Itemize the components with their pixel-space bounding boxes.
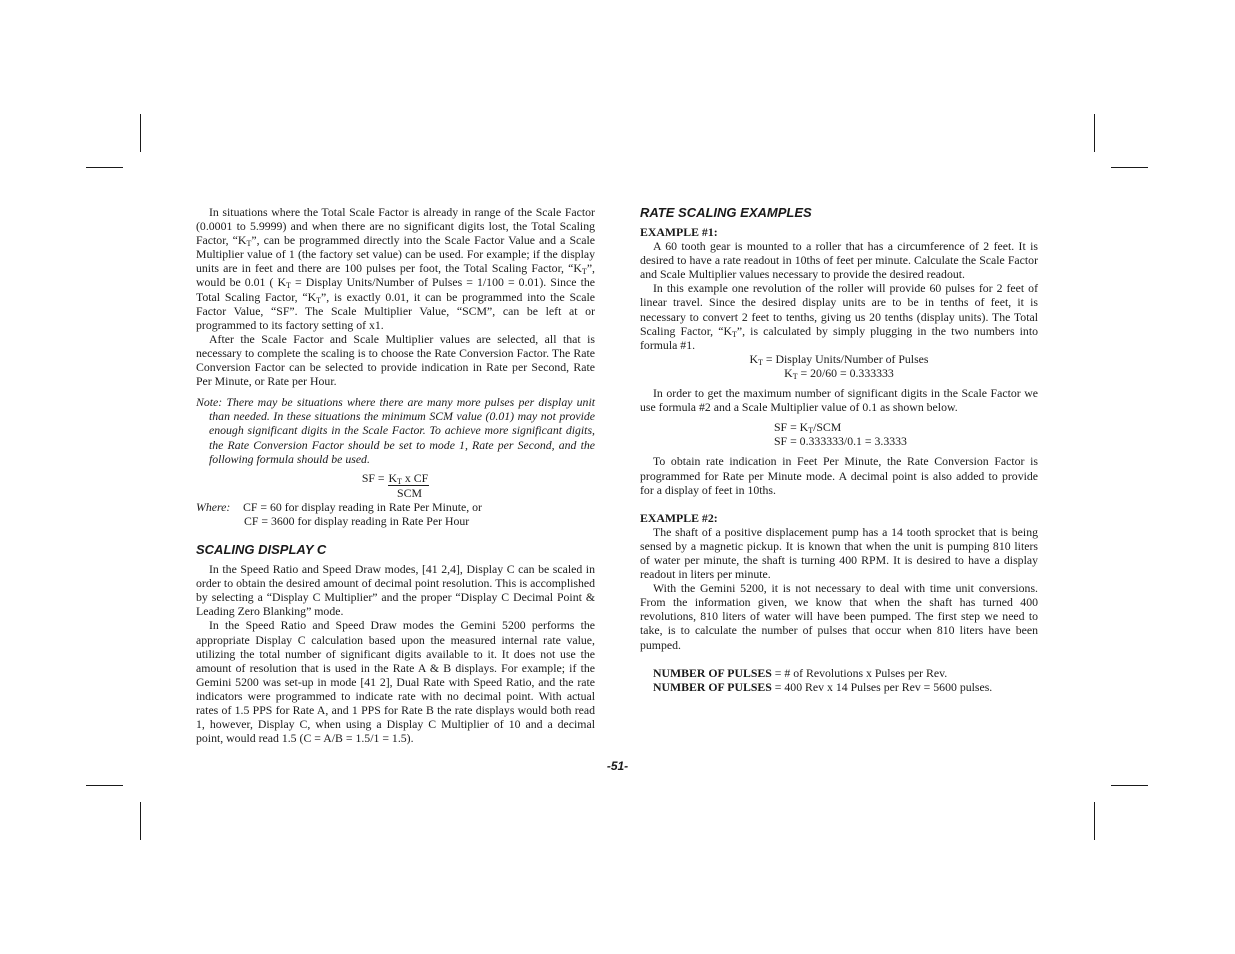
section-heading: SCALING DISPLAY C <box>196 542 327 558</box>
left-column <box>196 205 595 745</box>
note: Note: There may be situations where there are many more pulses per display unit than needed. In these situations the minimum SCM value (0.01) may not provide enough significant digits in the Scale Factor. To achieve more significant digits, the Rate Conversion Factor should be set to mode 1, Rate per Second, and the following formula should be used. <box>196 395 595 466</box>
crop-mark <box>1094 114 1095 152</box>
pulses-formula: NUMBER OF PULSES = # of Revolutions x Pulses per Rev. NUMBER OF PULSES = 400 Rev x 14 Pulses per Rev = 5600 pulses. <box>653 665 993 694</box>
paragraph: To obtain rate indication in Feet Per Minute, the Rate Conversion Factor is programmed for Rate per Minute mode. A decimal point is also added to provide for a display of feet in 10ths. <box>640 454 1038 497</box>
paragraph: The shaft of a positive displacement pump has a 14 tooth sprocket that is being sensed by a magnetic pickup. It is known that when the unit is pumping 810 liters of water per minute, the shaft is turning 400 RPM. It is desired to have a display readout in liters per minute. <box>640 524 1038 582</box>
paragraph: After the Scale Factor and Scale Multiplier values are selected, all that is necessary to complete the scaling is to choose the Rate Conversion Factor. The Rate Conversion Factor can be selected to provide indication in Rate per Second, Rate Per Minute, or Rate per Hour. <box>196 331 595 389</box>
crop-mark <box>1111 167 1148 168</box>
crop-mark <box>1094 802 1095 840</box>
crop-mark <box>86 167 123 168</box>
paragraph: In this example one revolution of the roller will provide 60 pulses for 2 feet of linear travel. Since the desired display units are to be in tenths of feet, it is necessary to convert 2 feet to tenths, giving us 20 tenths (display units). The Total Scaling Factor, “$K_T$”, is calculated by simply plugging in the two numbers into formula #1. <box>640 281 1038 352</box>
crop-mark <box>86 785 123 786</box>
paragraph: A 60 tooth gear is mounted to a roller that has a circumference of 2 feet. It is desired to have a rate readout in 10ths of feet per minute. Calculate the Scale Factor and Scale Multiplier values necessary to provide the desired readout. <box>640 239 1038 282</box>
paragraph: In the Speed Ratio and Speed Draw modes the Gemini 5200 performs the appropriate Display C calculation based upon the measured internal rate value, utilizing the total number of significant digits available to it. It does not use the amount of resolution that is used in the Rate A & B displays. For example; if the Gemini 5200 was set-up in mode [41 2], Dual Rate with Speed Ratio, and the rate indicators were programmed to indicate rate with no decimal point. With actual rates of 1.5 PPS for Rate A, and 1 PPS for Rate B the rate displays would both read 1, however, Display C, when using a Display C Multiplier of 10 and a decimal point, would read 1.5 (C = A/B = 1.5/1 = 1.5). <box>196 618 595 746</box>
example-heading: EXAMPLE #2: <box>640 510 718 525</box>
kt-formula: $K_T$ = Display Units/Number of Pulses $K_T = 20/60 = 0.333333$ <box>749 351 929 381</box>
paragraph: In the Speed Ratio and Speed Draw modes, [41 2,4], Display C can be scaled in order to obtain the desired amount of decimal point resolution. This is accomplished by selecting a “Display C Multiplier” and the proper “Display C Decimal Point & Leading Zero Blanking” mode. <box>196 562 595 619</box>
sf-formula: SF = $K_T$/SCM SF = 0.333333/0.1 = 3.3333 <box>774 420 907 449</box>
crop-mark <box>1111 785 1148 786</box>
where-line: CF = 3600 for display reading in Rate Per Hour <box>244 513 470 528</box>
scale-factor-formula: SF = $K_T$ x CF SCM <box>361 470 429 500</box>
page-number: -51- <box>606 759 629 773</box>
where-block: Where: CF = 60 for display reading in Rate Per Minute, or <box>196 499 482 514</box>
paragraph: In situations where the Total Scale Factor is already in range of the Scale Factor (0.0001 to 5.9999) and when there are no significant digits lost, the Total Scaling Factor, “$K_T$”, can be programmed directly into the Scale Factor Value and a Scale Multiplier value of 1 (the factory set value) can be used. For example; if the display units are in feet and there are 100 pulses per foot, the Total Scaling Factor, “$K_T$”, would be 0.01 ( $K_T$ = Display Units/Number of Pulses = 1/100 = 0.01). Since the Total Scaling Factor, “$K_T$”, is exactly 0.01, it can be programmed into the Scale Factor Value, “SF”. The Scale Multiplier Value, “SCM”, can be left at or programmed to its factory setting of x1. <box>196 205 595 332</box>
crop-mark <box>140 114 141 152</box>
right-column <box>640 205 1038 694</box>
section-heading: RATE SCALING EXAMPLES <box>640 205 812 220</box>
crop-mark <box>140 802 141 840</box>
paragraph: In order to get the maximum number of significant digits in the Scale Factor we use formula #2 and a Scale Multiplier value of 0.1 as shown below. <box>640 386 1038 415</box>
example-heading: EXAMPLE #1: <box>640 225 718 239</box>
paragraph: With the Gemini 5200, it is not necessary to deal with time unit conversions. From the information given, we know that when the shaft has turned 400 revolutions, 810 liters of water will have been pumped. The first step we need to take, is to calculate the number of pulses that occur when 810 liters have been pumped. <box>640 581 1038 652</box>
